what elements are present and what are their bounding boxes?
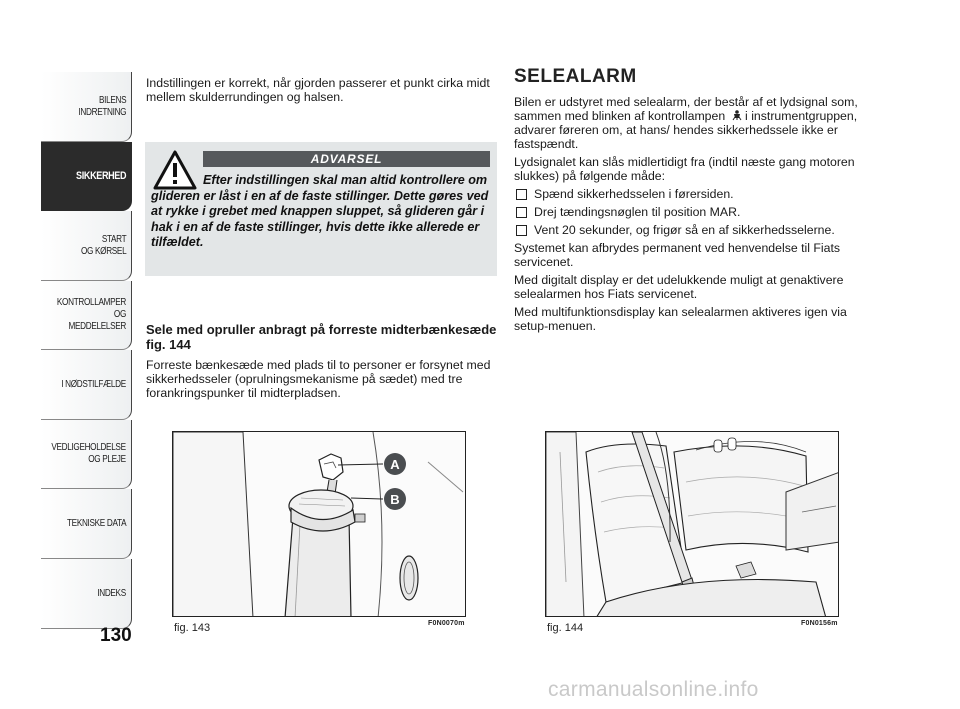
tab-bilens-indretning[interactable]: BILENS INDRETNING	[41, 72, 132, 142]
paragraph-3: Systemet kan afbrydes permanent ved henvendelse til Fiats servicenet.	[514, 241, 841, 269]
callout-a: A	[390, 457, 400, 472]
bench-seat-illustration	[546, 432, 839, 617]
steps-list	[514, 187, 859, 237]
figure-144-label: fig. 144	[547, 622, 584, 634]
list-item: Spænd sikkerhedsselen i førersiden.	[514, 187, 859, 201]
warning-box	[145, 142, 497, 276]
paragraph-5: Med multifunktionsdisplay kan selealarmen aktiveres igen via setup-menuen.	[514, 305, 847, 333]
selealarm-heading: SELEALARM	[514, 66, 637, 87]
seatbelt-warning-icon	[732, 110, 742, 121]
paragraph-1: Bilen er udstyret med selealarm, der består af et lydsignal som, sammen med blinken af kontrollampen i instrumentgruppen, advarer føreren om, at hans/ hendes sikkerhedssele ikke er fastspændt.	[514, 95, 858, 151]
warning-text: Efter indstillingen skal man altid kontrollere om glideren er låst i en af de faste stillinger. Dette gøres ved at rykke i grebet med knappen sluppet, så glideren går i hak i en af de faste stillinger, hvis dette ikke allerede er tilfældet.	[151, 173, 489, 249]
figure-144	[545, 431, 839, 617]
figure-144-code: F0N0156m	[801, 620, 838, 627]
seatbelt-slider-illustration	[173, 432, 466, 617]
paragraph-2: Lydsignalet kan slås midlertidigt fra (indtil næste gang motoren slukkes) på følgende måde:	[514, 155, 855, 183]
page-number: 130	[100, 625, 132, 646]
tab-indeks[interactable]: INDEKS	[41, 559, 132, 629]
paragraph-4: Med digitalt display er det udelukkende muligt at genaktivere selealarmen hos Fiats servicenet.	[514, 273, 844, 301]
list-item: Drej tændingsnøglen til position MAR.	[514, 205, 859, 219]
tab-sikkerhed[interactable]: SIKKERHED	[41, 142, 132, 211]
tab-kontrollamper[interactable]: KONTROLLAMPER OG MEDDELELSER	[41, 281, 132, 350]
right-column	[514, 66, 859, 337]
figure-143	[172, 431, 466, 617]
left-intro	[146, 76, 496, 104]
warning-title: ADVARSEL	[203, 151, 490, 167]
watermark: carmanualsonline.info	[548, 678, 759, 701]
callout-b: B	[390, 492, 400, 507]
left-section	[146, 322, 498, 404]
tab-start-og-korsel[interactable]: START OG KØRSEL	[41, 211, 132, 281]
figure-143-label: fig. 143	[174, 622, 211, 634]
section-subheading: Sele med opruller anbragt på forreste midterbænkesæde fig. 144	[146, 322, 497, 352]
intro-paragraph: Indstillingen er korrekt, når gjorden passerer et punkt cirka midt mellem skulderrundingen og halsen.	[146, 76, 490, 104]
list-item: Vent 20 sekunder, og frigør så en af sikkerhedsselerne.	[514, 223, 859, 237]
tab-i-nodstilfaelde[interactable]: I NØDSTILFÆLDE	[41, 350, 132, 420]
tab-tekniske-data[interactable]: TEKNISKE DATA	[41, 489, 132, 559]
tab-vedligeholdelse[interactable]: VEDLIGEHOLDELSE OG PLEJE	[41, 420, 132, 489]
section-body: Forreste bænkesæde med plads til to personer er forsynet med sikkerhedsseler (oprulningsmekanisme på sædet) med tre forankringspunker til midterpladsen.	[146, 358, 491, 400]
figure-143-code: F0N0070m	[428, 620, 465, 627]
